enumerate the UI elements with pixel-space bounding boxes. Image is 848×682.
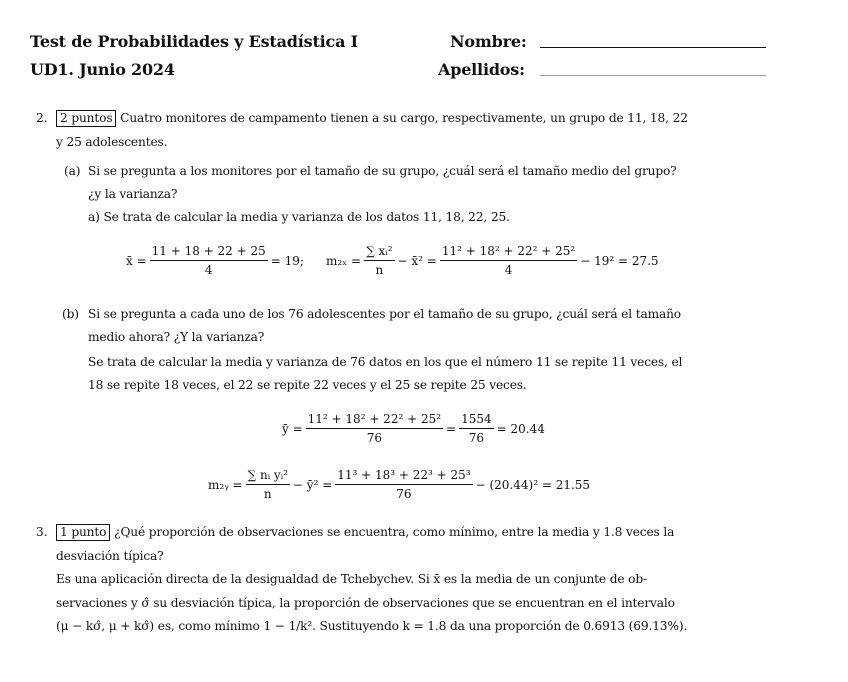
part-a-question: Si se pregunta a los monitores por el tamaño de su grupo, ¿cuál será el tamaño medio del grupo? xyxy=(88,164,677,178)
fraction-denominator: 76 xyxy=(468,431,484,445)
part-b-question-cont: medio ahora? ¿Y la varianza? xyxy=(88,330,265,344)
cubes-fraction xyxy=(335,468,472,501)
fraction-denominator: n xyxy=(375,263,384,277)
nombre-label: Nombre: xyxy=(450,32,527,51)
formula-lhs: m₂ₓ = xyxy=(325,253,362,268)
fraction-numerator: ∑ nᵢ yᵢ² xyxy=(246,468,290,485)
mean-fraction xyxy=(150,244,268,277)
squares-fraction xyxy=(440,244,577,277)
part-b-answer: Se trata de calcular la media y varianza de 76 datos en los que el número 11 se repite 11 veces, el xyxy=(88,355,683,369)
part-b-question: Si se pregunta a cada uno de los 76 adolescentes por el tamaño de su grupo, ¿cuál será el tamaño xyxy=(88,307,681,321)
fraction-denominator: 76 xyxy=(396,487,412,501)
nombre-field[interactable] xyxy=(540,47,766,48)
apellidos-field[interactable] xyxy=(540,75,766,76)
fraction-numerator: ∑ xᵢ² xyxy=(364,244,394,261)
fraction-denominator: n xyxy=(263,487,272,501)
part-b-mean-formula xyxy=(282,412,545,445)
part-b-answer-cont: 18 se repite 18 veces, el 22 se repite 22 veces y el 25 se repite 25 veces. xyxy=(88,378,527,392)
question-2-stem-text: Cuatro monitores de campamento tienen a su cargo, respectivamente, un grupo de 11, 18, 22 xyxy=(120,111,688,125)
question-2-stem xyxy=(56,107,768,129)
formula-lhs: m₂ᵧ = xyxy=(208,477,243,492)
formula-middle: − x̄² = xyxy=(397,253,437,268)
part-a-question-cont: ¿y la varianza? xyxy=(88,187,178,201)
formula-middle: − ȳ² = xyxy=(292,477,333,492)
moment-fraction xyxy=(246,468,290,501)
fraction-numerator: 11³ + 18³ + 22³ + 25³ xyxy=(335,468,472,485)
question-3-stem-cont: desviación típica? xyxy=(56,549,164,563)
part-b-label: (b) xyxy=(62,307,79,321)
question-2-number: 2. xyxy=(36,111,48,125)
question-2-points: 2 puntos xyxy=(56,110,116,127)
formula-result: − 19² = 27.5 xyxy=(580,253,659,268)
question-3-answer-cont: servaciones y σ̂ su desviación típica, la proporción de observaciones que se encuentran en el intervalo xyxy=(56,596,675,610)
fraction-numerator: 1554 xyxy=(459,412,494,429)
question-3-stem-text: ¿Qué proporción de observaciones se encuentra, como mínimo, entre la media y 1.8 veces la xyxy=(114,525,675,539)
question-2-stem-cont: y 25 adolescentes. xyxy=(56,135,168,149)
exam-subtitle: UD1. Junio 2024 xyxy=(30,60,175,79)
part-a-formula xyxy=(126,244,659,277)
variance-fraction xyxy=(364,244,394,277)
fraction-denominator: 4 xyxy=(204,263,213,277)
exam-title: Test de Probabilidades y Estadística I xyxy=(30,32,358,51)
fraction-numerator: 11² + 18² + 22² + 25² xyxy=(440,244,577,261)
question-3-stem xyxy=(56,521,674,543)
formula-lhs: x̄ = xyxy=(126,253,147,268)
fraction-denominator: 4 xyxy=(504,263,513,277)
part-a-label: (a) xyxy=(64,164,81,178)
question-3-number: 3. xyxy=(36,525,48,539)
question-3-points: 1 punto xyxy=(56,524,110,541)
apellidos-label: Apellidos: xyxy=(438,60,525,79)
part-a-answer: a) Se trata de calcular la media y varianza de los datos 11, 18, 22, 25. xyxy=(88,210,510,224)
formula-result: = 20.44 xyxy=(496,421,545,436)
fraction-numerator: 11 + 18 + 22 + 25 xyxy=(150,244,268,261)
fraction-denominator: 76 xyxy=(366,431,382,445)
question-3-answer-end: (μ − kσ̂, μ + kσ̂) es, como mínimo 1 − 1/k². Sustituyendo k = 1.8 da una proporción de 0.6913 (69.13%). xyxy=(56,619,688,633)
formula-result: − (20.44)² = 21.55 xyxy=(475,477,591,492)
part-b-variance-formula xyxy=(208,468,590,501)
formula-lhs: ȳ = xyxy=(282,421,303,436)
formula-result: = 19; xyxy=(270,253,304,268)
formula-equals: = xyxy=(446,421,457,436)
sum-fraction xyxy=(459,412,494,445)
mean-fraction xyxy=(306,412,443,445)
fraction-numerator: 11² + 18² + 22² + 25² xyxy=(306,412,443,429)
question-3-answer: Es una aplicación directa de la desigualdad de Tchebychev. Si x̄ es la media de un conjunte de ob- xyxy=(56,572,647,586)
